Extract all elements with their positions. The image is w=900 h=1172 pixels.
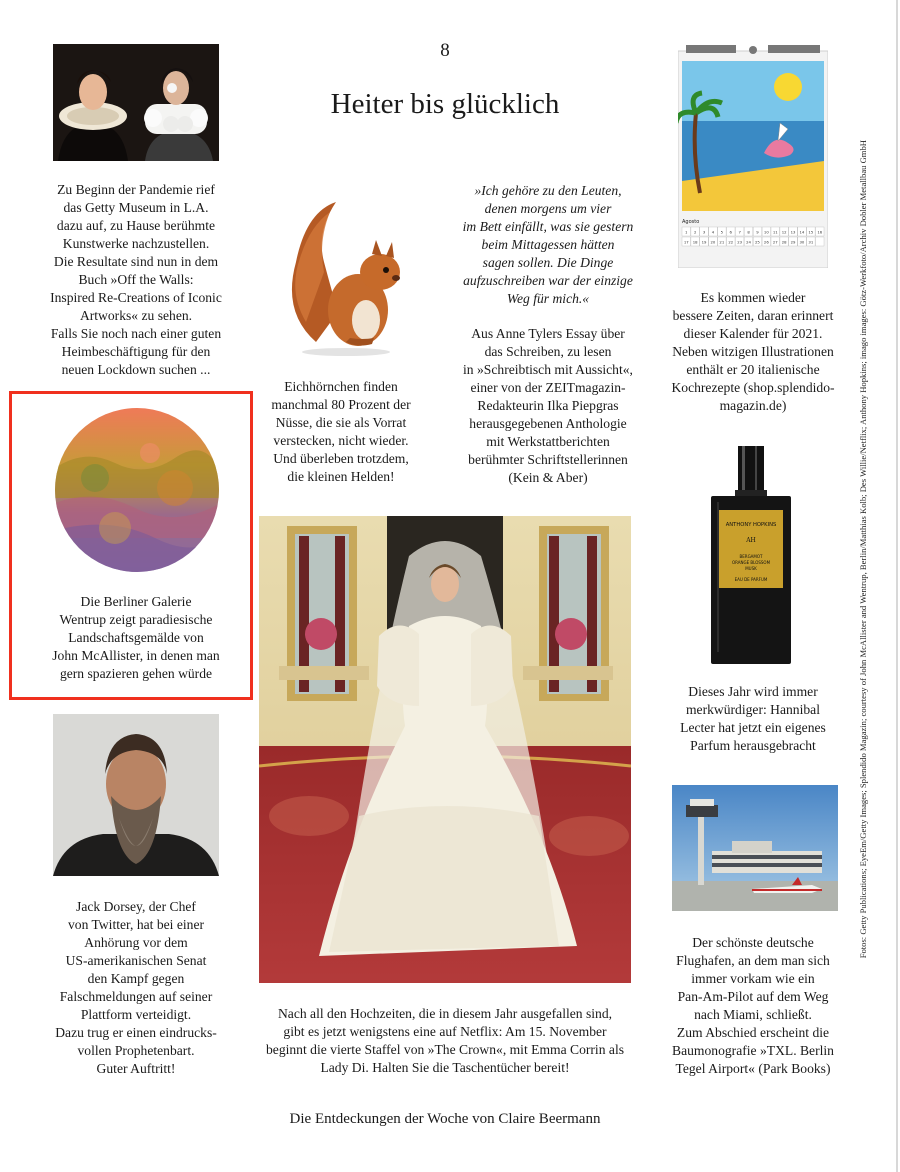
calendar-day-label: 14 xyxy=(799,229,805,235)
calendar-day-label: 6 xyxy=(729,229,732,235)
calendar-day-label: 21 xyxy=(719,239,725,245)
perfume-bottle xyxy=(711,446,791,664)
calendar-day-label: 18 xyxy=(692,239,698,245)
calendar-day-label: 27 xyxy=(772,239,778,245)
calendar-day-label: 1 xyxy=(685,229,688,235)
calendar-day-label: 31 xyxy=(808,239,814,245)
page-number: 8 xyxy=(440,40,450,61)
getty-artwork-photo xyxy=(53,44,219,161)
airport-text: Der schönste deutsche Flughafen, an dem man sich immer vorkam wie ein Pan-Am-Pilot auf dem Weg nach Miami, schließt. Zum Abschied erscheint die Baumonografie »TXL. Berlin Tegel Airport« (Park Books) xyxy=(672,935,834,1076)
calendar-day-label: 25 xyxy=(755,239,760,245)
calendar-day-label: 16 xyxy=(817,229,823,235)
calendar-day-label: 15 xyxy=(808,229,814,235)
calendar-day-label: 13 xyxy=(790,229,796,235)
page-edge xyxy=(896,0,898,1172)
calendar-day-label: 17 xyxy=(683,239,689,245)
calendar-day-label: 5 xyxy=(720,229,724,235)
crown-text: Nach all den Hochzeiten, die in diesem Jahr ausgefallen sind, gibt es jetzt wenigstens eine auf Netflix: Am 15. November beginnt die vierte Staffel von »The Crown«, mit Emma Corrin als Lady Di. Halten Sie die Taschentücher bereit! xyxy=(265,1006,625,1075)
calendar-month: Agosto xyxy=(682,219,700,225)
perfume-type: EAU DE PARFUM xyxy=(734,577,768,582)
calendar-day-cell xyxy=(816,237,825,246)
squirrel-text: Eichhörnchen finden manchmal 80 Prozent der Nüsse, die sie als Vorrat verstecken, nicht wieder. Und überleben trotzdem, die kleinen Helden! xyxy=(271,379,411,484)
calendar-day-label: 12 xyxy=(781,229,787,235)
calendar-day-label: 9 xyxy=(756,229,759,235)
gallery-text: Die Berliner Galerie Wentrup zeigt paradiesische Landschaftsgemälde von John McAllister, in denen man gern spazieren gehen würde xyxy=(52,594,220,681)
calendar-day-label: 2 xyxy=(693,229,697,235)
calendar-day-label: 26 xyxy=(763,239,769,245)
perfume-note-2: ORANGE BLOSSOM xyxy=(731,560,771,565)
perfume-text: Dieses Jahr wird immer merkwürdiger: Hannibal Lecter hat jetzt ein eigenes Parfum herausgebracht xyxy=(680,684,826,753)
calendar-text: Es kommen wieder bessere Zeiten, daran erinnert dieser Kalender für 2021. Neben witzigen Illustrationen enthält er 20 italienische Kochrezepte (shop.splendido- magazin.de) xyxy=(671,290,835,413)
page-footer: Die Entdeckungen der Woche von Claire Beermann xyxy=(289,1111,601,1127)
calendar-day-label: 10 xyxy=(763,229,769,235)
calendar-day-label: 29 xyxy=(790,239,796,245)
tyler-quote: »Ich gehöre zu den Leuten, denen morgens um vier im Bett einfällt, was sie gestern beim Mittagessen hätten sagen sollen. Die Dinge aufzuschreiben war der einzige Weg für mich.« xyxy=(462,183,634,306)
crown-wedding-photo xyxy=(259,516,631,983)
photo-credits: Fotos: Getty Publications; EyeEm/Getty Images; Splendido Magazin; courtesy of John McAllister and Wentrup, Berlin/Matthias Kolb; Des Willie/Netflix; Anthony Hopkins; imago images: Götz-Werkfoto/Archiv Dobler Metallbau GmbH xyxy=(858,140,868,959)
perfume-monogram: AH xyxy=(746,537,756,544)
squirrel-photo xyxy=(276,192,416,357)
calendar-day-label: 7 xyxy=(738,229,741,235)
tyler-text: Aus Anne Tylers Essay über das Schreiben, zu lesen in »Schreibtisch mit Aussicht«, einer von der ZEITmagazin- Redakteurin Ilka Piepgras herausgegebenen Anthologie mit Werkstattberichten berühmter Schriftstellerinnen (Kein & Aber) xyxy=(463,326,633,485)
perfume-brand: ANTHONY HOPKINS xyxy=(725,522,777,528)
calendar-day-label: 11 xyxy=(772,229,778,235)
airport-photo xyxy=(672,785,838,911)
calendar-day-label: 28 xyxy=(781,239,787,245)
dorsey-text: Jack Dorsey, der Chef von Twitter, hat bei einer Anhörung vor dem US-amerikanischen Senat den Kampf gegen Falschmeldungen auf seiner Plattform verteidigt. Dazu trug er einen eindrucks- vollen Prophetenbart. Guter Auftritt! xyxy=(55,899,217,1076)
getty-text: Zu Beginn der Pandemie rief das Getty Museum in L.A. dazu auf, zu Hause berühmte Kunstwerke nachzustellen. Die Resultate sind nun in dem Buch »Off the Walls: Inspired Re-Creations of Iconic Artworks« zu sehen. Falls Sie noch nach einer guten Heimbeschäftigung für den neuen Lockdown suchen ... xyxy=(50,182,222,377)
calendar-day-label: 22 xyxy=(728,239,734,245)
perfume-note-1: BERGAMOT xyxy=(739,554,763,559)
perfume-note-3: MUSK xyxy=(745,566,757,571)
calendar-day-label: 3 xyxy=(702,229,706,235)
calendar-image xyxy=(678,43,828,268)
calendar-day-label: 24 xyxy=(746,239,751,245)
page-title: Heiter bis glücklich xyxy=(330,88,560,120)
calendar-day-label: 4 xyxy=(711,229,715,235)
highlight-box xyxy=(9,391,253,700)
dorsey-portrait xyxy=(53,714,219,876)
calendar-day-label: 19 xyxy=(701,239,707,245)
calendar-day-label: 8 xyxy=(747,229,750,235)
calendar-day-label: 30 xyxy=(799,239,805,245)
calendar-day-label: 20 xyxy=(710,239,716,245)
calendar-day-label: 23 xyxy=(737,239,743,245)
